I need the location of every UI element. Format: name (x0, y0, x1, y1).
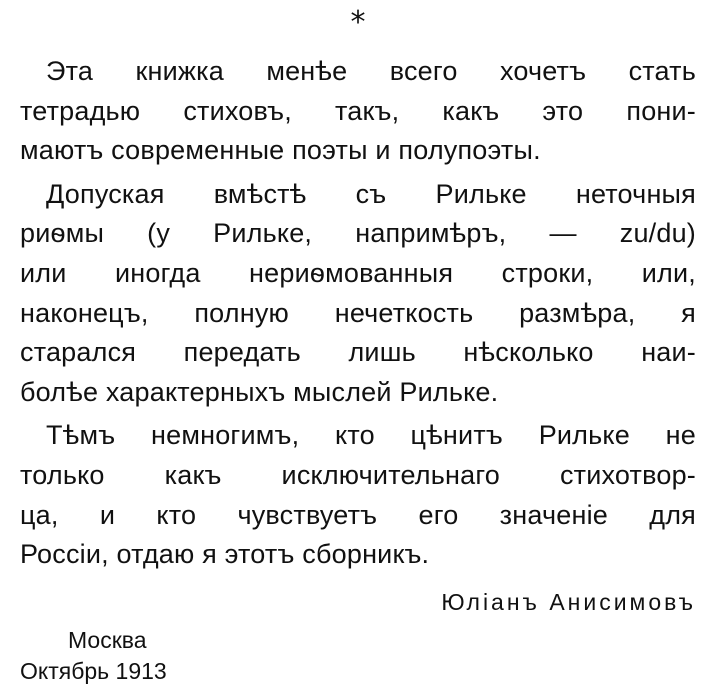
date-line: Октябрь 1913 (20, 658, 167, 684)
paragraph-2 (20, 175, 696, 413)
text-line: Россiи, отдаю я этотъ сборникъ. (20, 539, 430, 570)
text-line: или иногда нериѳмованныя строки, или, (20, 257, 696, 288)
text-line: Эта книжка менѣе всего хочетъ стать (46, 56, 696, 86)
text-line: риѳмы (у Рильке, напримѣръ, — zu/du) (20, 218, 696, 249)
text-line: болѣе характерныхъ мыслей Рильке. (20, 376, 499, 407)
text-line: Допуская вмѣстѣ съ Рильке неточныя (46, 178, 696, 209)
text-line: маютъ современные поэты и полупоэты. (20, 135, 541, 166)
text-line: старался передать лишь нѣсколько наи- (20, 337, 696, 368)
text-line: тетрадью стиховъ, такъ, какъ это пони- (20, 95, 696, 126)
asterisk-ornament: * (350, 5, 366, 40)
author-signature: Юлiанъ Анисимовъ (441, 589, 696, 615)
text-line: ца, и кто чувствуетъ его значенiе для (20, 499, 696, 530)
text-line: только какъ исключительнаго стихотвор- (20, 459, 696, 490)
text-line: Тѣмъ немногимъ, кто цѣнитъ Рильке не (46, 420, 696, 451)
place-line: Москва (68, 627, 147, 653)
text-line: наконецъ, полную нечеткость размѣра, я (20, 297, 696, 328)
preface-text (20, 52, 696, 579)
paragraph-3 (20, 416, 696, 574)
paragraph-1 (20, 52, 696, 171)
